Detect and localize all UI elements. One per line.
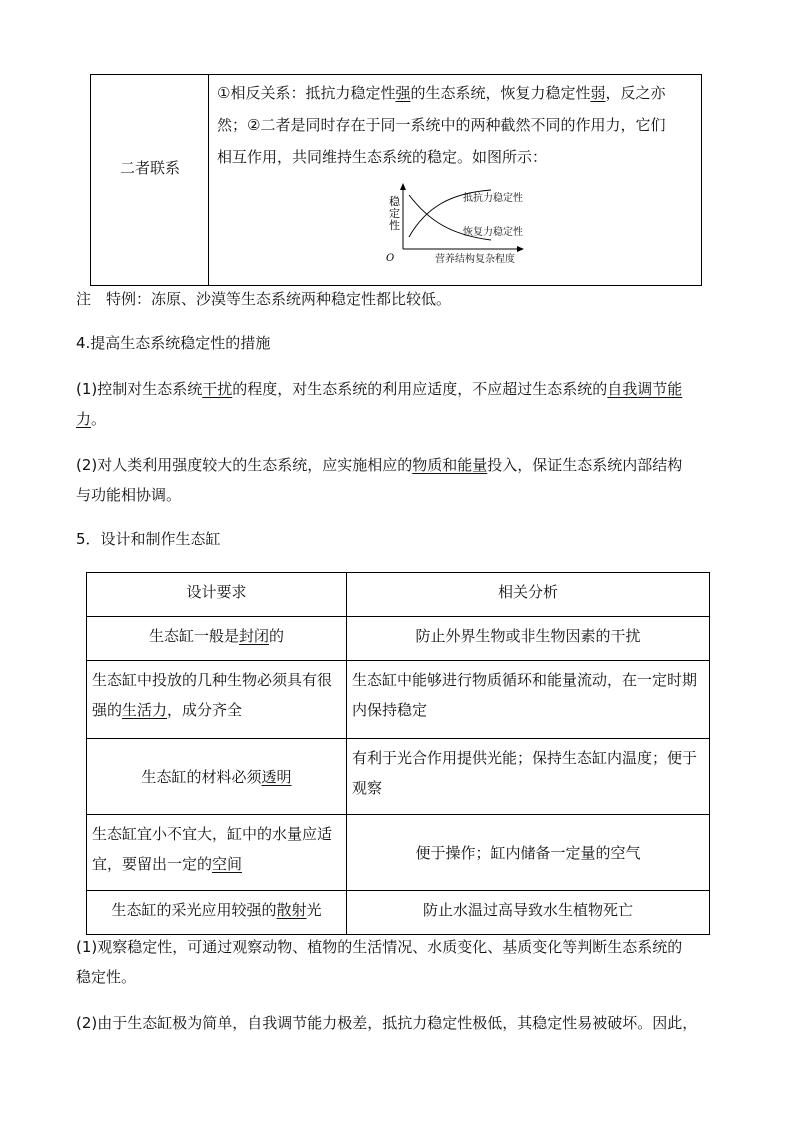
section5-heading: 5．设计和制作生态缸 [76,530,221,548]
relation-line-3: 相互作用，共同维持生态系统的稳定。如图所示： [217,148,548,166]
resistance-curve-label: 抵抗力稳定性 [463,193,523,204]
resilience-curve-label: 恢复力稳定性 [463,227,523,238]
header-analysis: 相关分析 [347,573,710,617]
requirement-cell [87,617,347,661]
table-row [87,891,710,935]
relation-table [90,74,702,286]
section5-p1-line1: (1)观察稳定性，可通过观察动物、植物的生活情况、水质变化、基质变化等判断生态系统的 [76,938,683,956]
graph-origin: O [386,253,395,264]
relation-line-1 [217,77,697,109]
section5-p1-line2: 稳定性。 [76,968,137,986]
analysis-cell: 防止外界生物或非生物因素的干扰 [347,617,710,661]
graph-x-arrow [517,246,524,252]
section4-p2-line2: 与功能相协调。 [76,486,182,504]
table-row [87,739,710,815]
graph-ylabel-2: 定 [389,207,400,220]
text: ，反之亦 [605,84,666,102]
underlined-answer: 空间 [212,855,243,873]
text: 的 [269,627,285,645]
underlined-answer: 干扰 [202,380,233,398]
analysis-cell: 便于操作；缸内储备一定量的空气 [347,815,710,891]
requirement-cell [87,739,347,815]
section4-p1-line1 [76,374,716,404]
text: 的生态系统，恢复力稳定性 [410,84,591,102]
text: 光 [306,901,322,919]
section4-p2-line1 [76,450,716,480]
relation-line-2: 然；②二者是同时存在于同一系统中的两种截然不同的作用力，它们 [217,116,666,134]
text: (1)控制对生态系统 [76,380,203,398]
underlined-answer: 散射 [276,901,307,919]
text: ，成分齐全 [167,701,243,719]
underlined-answer: 封闭 [238,627,269,645]
analysis-cell: 防止水温过高导致水生植物死亡 [347,891,710,935]
underlined-answer: 透明 [261,767,292,786]
underlined-answer: 生活力 [122,701,168,719]
requirement-cell [87,815,347,891]
underlined-answer: 自我调节能 [607,380,683,398]
graph-xlabel: 营养结构复杂程度 [435,254,515,265]
header-requirement: 设计要求 [87,573,347,617]
text: 生态缸中投放的几种生物必须具有很强的 [92,671,333,719]
text: 。 [91,410,107,428]
design-table [86,572,710,935]
underlined-answer: 物质和能量 [412,456,488,474]
text: 的程度，对生态系统的利用应适度，不应超过生态系统的 [232,380,608,398]
table-header-row [87,573,710,617]
graph-ylabel-1: 稳 [389,195,400,208]
graph-ylabel-3: 性 [389,219,400,232]
text: 生态缸的材料必须 [141,767,262,786]
text: 生态缸一般是 [148,627,239,645]
table-row [87,815,710,891]
section4-heading: 4.提高生态系统稳定性的措施 [76,334,271,352]
note: 注 特例：冻原、沙漠等生态系统两种稳定性都比较低。 [76,290,452,308]
graph-y-arrow [400,183,406,190]
analysis-cell: 生态缸中能够进行物质循环和能量流动，在一定时期内保持稳定 [347,661,710,739]
relation-label-cell [91,75,209,285]
underlined-answer: 强 [395,84,411,102]
text: 生态缸宜小不宜大，缸中的水量应适宜，要留出一定的 [92,825,333,873]
text: (2)对人类利用强度较大的生态系统，应实施相应的 [76,456,413,474]
section4-p1-line2 [76,404,716,434]
relation-label: 二者联系 [119,159,180,177]
requirement-cell [87,661,347,739]
section5-p2-line1: (2)由于生态缸极为简单，自我调节能力极差，抵抗力稳定性极低，其稳定性易被破坏。因此， [76,1014,698,1032]
table-row [87,617,710,661]
text: 投入，保证生态系统内部结构 [487,456,683,474]
underlined-answer: 弱 [590,84,606,102]
analysis-cell: 有利于光合作用提供光能；保持生态缸内温度；便于观察 [347,739,710,815]
table-row [87,661,710,739]
text: ①相反关系：抵抗力稳定性 [217,84,396,102]
relation-content-cell [217,77,697,173]
text: 生态缸的采光应用较强的 [111,901,277,919]
underlined-answer: 力 [76,410,92,428]
requirement-cell [87,891,347,935]
